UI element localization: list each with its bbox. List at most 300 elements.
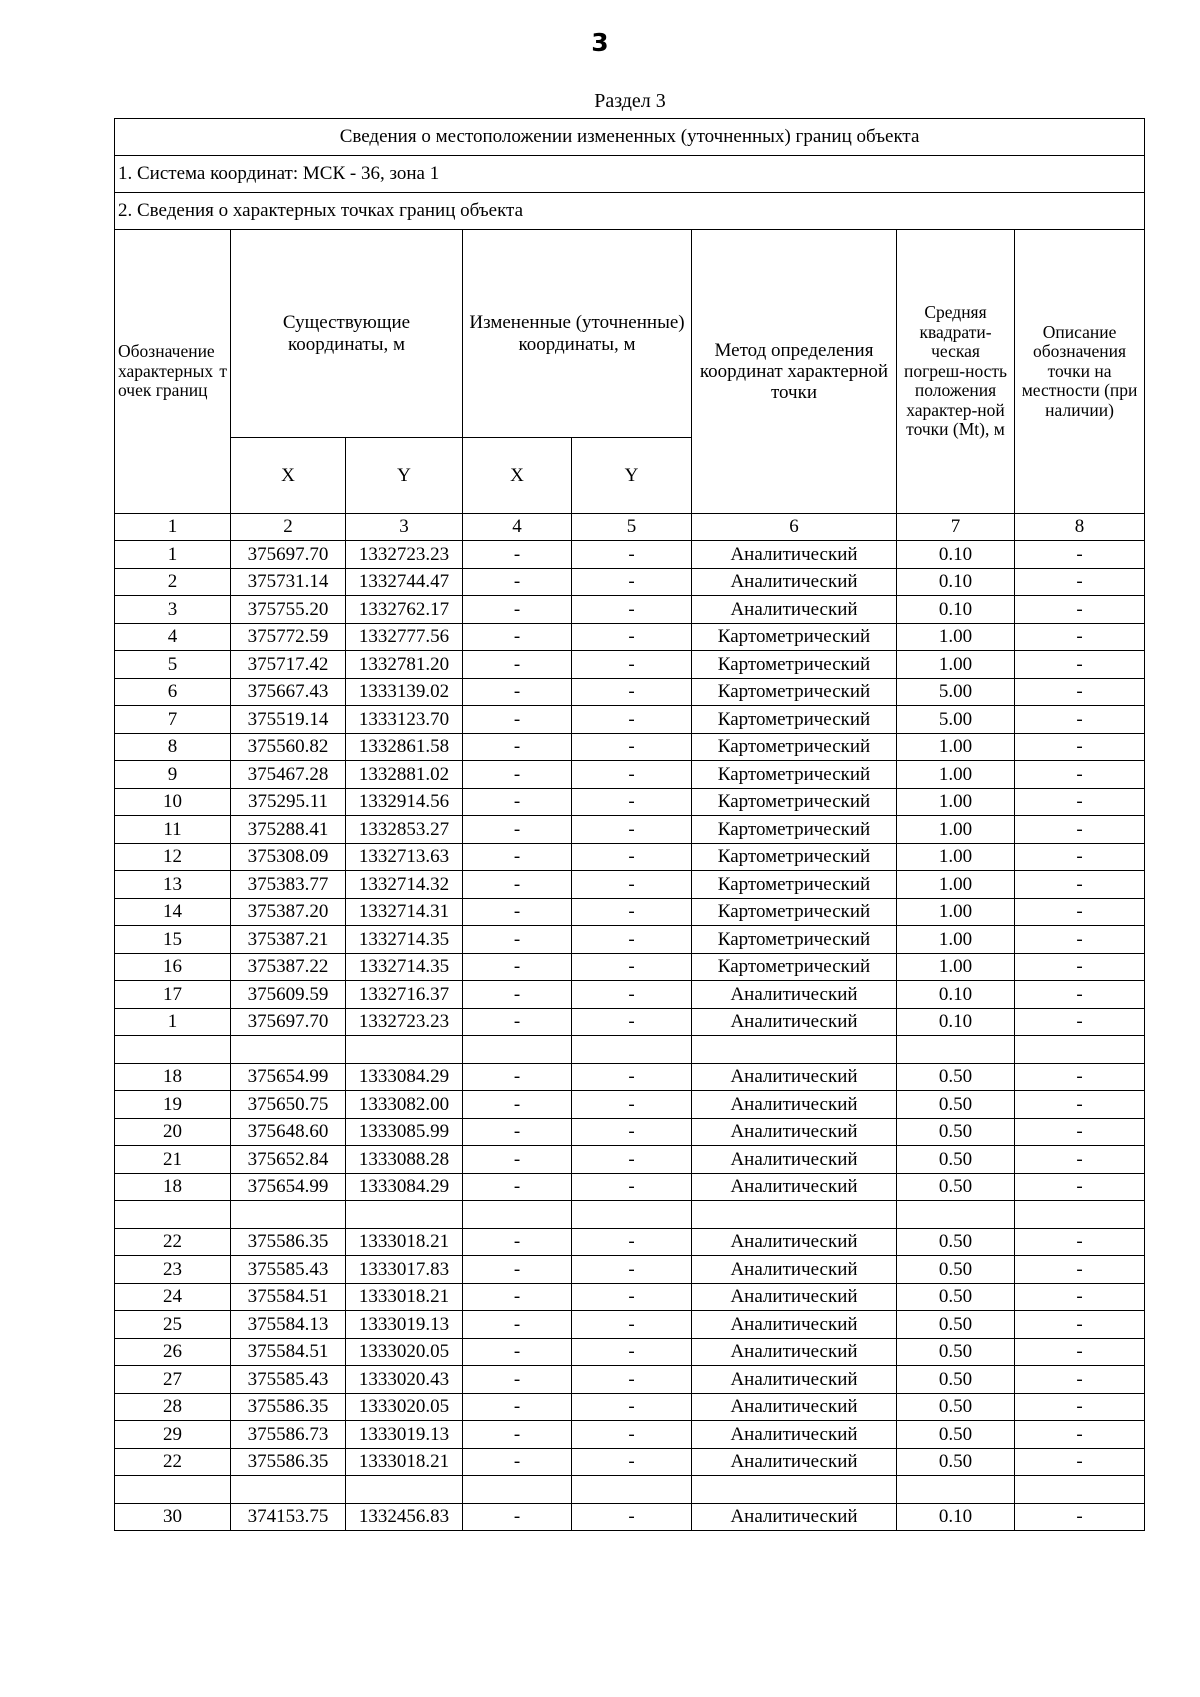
changed-x: - — [463, 1366, 572, 1394]
point-number: 14 — [115, 898, 231, 926]
column-number: 5 — [572, 514, 692, 541]
point-description: - — [1015, 761, 1145, 789]
changed-x: - — [463, 788, 572, 816]
point-description: - — [1015, 1173, 1145, 1201]
mean-error: 1.00 — [897, 623, 1015, 651]
table-row — [115, 1283, 1145, 1311]
point-description: - — [1015, 816, 1145, 844]
existing-y: 1333018.21 — [346, 1448, 463, 1476]
existing-y: 1333020.43 — [346, 1366, 463, 1394]
changed-x: - — [463, 816, 572, 844]
table-row — [115, 1091, 1145, 1119]
column-number: 3 — [346, 514, 463, 541]
existing-y: 1333123.70 — [346, 706, 463, 734]
existing-x: 375387.21 — [231, 926, 346, 954]
method: Картометрический — [692, 843, 897, 871]
point-description: - — [1015, 568, 1145, 596]
existing-y: 1332777.56 — [346, 623, 463, 651]
point-number: 10 — [115, 788, 231, 816]
changed-x: - — [463, 1256, 572, 1284]
existing-x: 375772.59 — [231, 623, 346, 651]
blank-cell — [463, 1201, 572, 1229]
existing-y: 1332861.58 — [346, 733, 463, 761]
point-number: 19 — [115, 1091, 231, 1119]
mean-error: 1.00 — [897, 871, 1015, 899]
blank-cell — [897, 1476, 1015, 1504]
coordinate-system: 1. Система координат: МСК - 36, зона 1 — [115, 156, 1145, 193]
mean-error: 0.50 — [897, 1393, 1015, 1421]
blank-cell — [115, 1476, 231, 1504]
point-description: - — [1015, 1448, 1145, 1476]
changed-y: - — [572, 953, 692, 981]
mean-error: 0.50 — [897, 1118, 1015, 1146]
blank-cell — [346, 1036, 463, 1064]
header-existing-y: Y — [346, 438, 463, 514]
header-error: Средняя квадрати-ческая погреш-ность положения характер-ной точки (Mt), м — [897, 230, 1015, 514]
point-number: 17 — [115, 981, 231, 1009]
point-number: 7 — [115, 706, 231, 734]
method: Аналитический — [692, 1503, 897, 1531]
table-row — [115, 788, 1145, 816]
changed-y: - — [572, 1228, 692, 1256]
point-description: - — [1015, 1283, 1145, 1311]
changed-x: - — [463, 1091, 572, 1119]
changed-y: - — [572, 1283, 692, 1311]
mean-error: 1.00 — [897, 953, 1015, 981]
method: Аналитический — [692, 1311, 897, 1339]
point-description: - — [1015, 1091, 1145, 1119]
point-number: 12 — [115, 843, 231, 871]
changed-y: - — [572, 1338, 692, 1366]
changed-x: - — [463, 843, 572, 871]
existing-y: 1332881.02 — [346, 761, 463, 789]
changed-y: - — [572, 1063, 692, 1091]
point-description: - — [1015, 623, 1145, 651]
changed-y: - — [572, 568, 692, 596]
mean-error: 0.50 — [897, 1091, 1015, 1119]
point-number: 9 — [115, 761, 231, 789]
method: Аналитический — [692, 1338, 897, 1366]
point-number: 21 — [115, 1146, 231, 1174]
blank-cell — [463, 1476, 572, 1504]
column-number: 2 — [231, 514, 346, 541]
existing-x: 375697.70 — [231, 541, 346, 569]
point-number: 25 — [115, 1311, 231, 1339]
table-row — [115, 981, 1145, 1009]
header-changed-y: Y — [572, 438, 692, 514]
method: Картометрический — [692, 651, 897, 679]
changed-y: - — [572, 788, 692, 816]
changed-y: - — [572, 1311, 692, 1339]
existing-x: 375650.75 — [231, 1091, 346, 1119]
mean-error: 0.50 — [897, 1063, 1015, 1091]
changed-y: - — [572, 898, 692, 926]
point-number: 29 — [115, 1421, 231, 1449]
changed-y: - — [572, 541, 692, 569]
changed-x: - — [463, 541, 572, 569]
method: Картометрический — [692, 926, 897, 954]
table-row — [115, 1366, 1145, 1394]
point-number: 2 — [115, 568, 231, 596]
existing-y: 1332713.63 — [346, 843, 463, 871]
changed-x: - — [463, 761, 572, 789]
blank-cell — [572, 1201, 692, 1229]
point-number: 23 — [115, 1256, 231, 1284]
changed-y: - — [572, 623, 692, 651]
method: Аналитический — [692, 1173, 897, 1201]
table-row — [115, 898, 1145, 926]
mean-error: 0.50 — [897, 1146, 1015, 1174]
point-description: - — [1015, 1256, 1145, 1284]
existing-x: 375755.20 — [231, 596, 346, 624]
existing-x: 375387.22 — [231, 953, 346, 981]
existing-y: 1333084.29 — [346, 1173, 463, 1201]
blank-cell — [897, 1201, 1015, 1229]
existing-y: 1333018.21 — [346, 1283, 463, 1311]
changed-y: - — [572, 816, 692, 844]
table-row — [115, 596, 1145, 624]
method: Аналитический — [692, 1063, 897, 1091]
point-number: 11 — [115, 816, 231, 844]
header-changed-x: X — [463, 438, 572, 514]
point-description: - — [1015, 1393, 1145, 1421]
existing-y: 1333084.29 — [346, 1063, 463, 1091]
existing-y: 1333139.02 — [346, 678, 463, 706]
changed-y: - — [572, 1448, 692, 1476]
existing-x: 375654.99 — [231, 1173, 346, 1201]
changed-y: - — [572, 1146, 692, 1174]
blank-cell — [463, 1036, 572, 1064]
blank-separator-row — [115, 1036, 1145, 1064]
point-description: - — [1015, 706, 1145, 734]
changed-x: - — [463, 1118, 572, 1146]
point-description: - — [1015, 871, 1145, 899]
method: Аналитический — [692, 596, 897, 624]
existing-x: 375288.41 — [231, 816, 346, 844]
point-number: 4 — [115, 623, 231, 651]
column-number-row — [115, 514, 1145, 541]
column-number: 4 — [463, 514, 572, 541]
changed-y: - — [572, 1366, 692, 1394]
mean-error: 0.50 — [897, 1311, 1015, 1339]
changed-y: - — [572, 926, 692, 954]
method: Аналитический — [692, 1008, 897, 1036]
existing-x: 375467.28 — [231, 761, 346, 789]
mean-error: 1.00 — [897, 788, 1015, 816]
mean-error: 0.10 — [897, 596, 1015, 624]
column-number: 6 — [692, 514, 897, 541]
blank-cell — [346, 1201, 463, 1229]
method: Аналитический — [692, 541, 897, 569]
method: Картометрический — [692, 761, 897, 789]
header-method: Метод определения координат характерной точки — [692, 230, 897, 514]
mean-error: 1.00 — [897, 733, 1015, 761]
point-description: - — [1015, 1008, 1145, 1036]
point-number: 26 — [115, 1338, 231, 1366]
point-number: 3 — [115, 596, 231, 624]
existing-x: 375585.43 — [231, 1256, 346, 1284]
changed-x: - — [463, 1228, 572, 1256]
point-number: 30 — [115, 1503, 231, 1531]
table-row — [115, 816, 1145, 844]
changed-y: - — [572, 761, 692, 789]
point-description: - — [1015, 541, 1145, 569]
table-row — [115, 843, 1145, 871]
changed-y: - — [572, 1503, 692, 1531]
changed-x: - — [463, 1008, 572, 1036]
changed-y: - — [572, 596, 692, 624]
blank-cell — [115, 1036, 231, 1064]
existing-y: 1332723.23 — [346, 1008, 463, 1036]
existing-y: 1332914.56 — [346, 788, 463, 816]
changed-x: - — [463, 1503, 572, 1531]
existing-y: 1333019.13 — [346, 1311, 463, 1339]
existing-y: 1333085.99 — [346, 1118, 463, 1146]
changed-y: - — [572, 1173, 692, 1201]
table-row — [115, 871, 1145, 899]
mean-error: 0.10 — [897, 1008, 1015, 1036]
existing-y: 1333019.13 — [346, 1421, 463, 1449]
method: Картометрический — [692, 871, 897, 899]
existing-x: 375586.35 — [231, 1228, 346, 1256]
changed-y: - — [572, 678, 692, 706]
changed-y: - — [572, 843, 692, 871]
point-number: 22 — [115, 1228, 231, 1256]
changed-y: - — [572, 1008, 692, 1036]
method: Картометрический — [692, 733, 897, 761]
blank-cell — [572, 1036, 692, 1064]
existing-x: 375308.09 — [231, 843, 346, 871]
point-description: - — [1015, 1421, 1145, 1449]
table-row — [115, 1063, 1145, 1091]
point-number: 6 — [115, 678, 231, 706]
method: Картометрический — [692, 678, 897, 706]
blank-cell — [1015, 1476, 1145, 1504]
blank-cell — [897, 1036, 1015, 1064]
table-row — [115, 541, 1145, 569]
point-description: - — [1015, 596, 1145, 624]
method: Картометрический — [692, 623, 897, 651]
point-number: 1 — [115, 1008, 231, 1036]
mean-error: 5.00 — [897, 678, 1015, 706]
changed-x: - — [463, 1448, 572, 1476]
table-row — [115, 1393, 1145, 1421]
table-row — [115, 1448, 1145, 1476]
changed-x: - — [463, 898, 572, 926]
existing-x: 375667.43 — [231, 678, 346, 706]
table-row — [115, 1118, 1145, 1146]
table-row — [115, 1173, 1145, 1201]
existing-y: 1332853.27 — [346, 816, 463, 844]
existing-x: 374153.75 — [231, 1503, 346, 1531]
blank-cell — [692, 1036, 897, 1064]
header-existing-x: X — [231, 438, 346, 514]
method: Аналитический — [692, 1421, 897, 1449]
method: Аналитический — [692, 1393, 897, 1421]
method: Картометрический — [692, 816, 897, 844]
mean-error: 0.50 — [897, 1173, 1015, 1201]
method: Аналитический — [692, 568, 897, 596]
existing-x: 375584.51 — [231, 1283, 346, 1311]
header-existing-coords: Существующие координаты, м — [231, 230, 463, 438]
point-description: - — [1015, 678, 1145, 706]
header-description: Описание обозначения точки на местности (при наличии) — [1015, 230, 1145, 514]
points-heading: 2. Сведения о характерных точках границ объекта — [115, 193, 1145, 230]
column-number: 7 — [897, 514, 1015, 541]
existing-x: 375387.20 — [231, 898, 346, 926]
point-number: 15 — [115, 926, 231, 954]
page-number: 3 — [591, 28, 609, 57]
point-description: - — [1015, 843, 1145, 871]
section-label: Раздел 3 — [594, 90, 666, 112]
point-number: 16 — [115, 953, 231, 981]
table-row — [115, 953, 1145, 981]
table-row — [115, 1338, 1145, 1366]
existing-y: 1333020.05 — [346, 1338, 463, 1366]
point-number: 18 — [115, 1173, 231, 1201]
existing-x: 375586.73 — [231, 1421, 346, 1449]
existing-x: 375717.42 — [231, 651, 346, 679]
method: Аналитический — [692, 1228, 897, 1256]
table-row — [115, 1228, 1145, 1256]
table-row — [115, 926, 1145, 954]
table-row — [115, 1008, 1145, 1036]
changed-x: - — [463, 953, 572, 981]
point-description: - — [1015, 1311, 1145, 1339]
changed-y: - — [572, 706, 692, 734]
mean-error: 0.50 — [897, 1421, 1015, 1449]
changed-x: - — [463, 1173, 572, 1201]
point-description: - — [1015, 1366, 1145, 1394]
blank-cell — [1015, 1036, 1145, 1064]
boundary-points-table — [114, 118, 1145, 1531]
changed-x: - — [463, 1063, 572, 1091]
mean-error: 1.00 — [897, 843, 1015, 871]
existing-x: 375586.35 — [231, 1393, 346, 1421]
table-row — [115, 733, 1145, 761]
point-number: 5 — [115, 651, 231, 679]
method: Аналитический — [692, 1283, 897, 1311]
existing-y: 1332714.31 — [346, 898, 463, 926]
mean-error: 0.50 — [897, 1228, 1015, 1256]
point-number: 20 — [115, 1118, 231, 1146]
method: Картометрический — [692, 898, 897, 926]
changed-y: - — [572, 651, 692, 679]
method: Аналитический — [692, 1146, 897, 1174]
existing-y: 1332456.83 — [346, 1503, 463, 1531]
point-description: - — [1015, 1063, 1145, 1091]
point-number: 13 — [115, 871, 231, 899]
changed-x: - — [463, 596, 572, 624]
changed-y: - — [572, 1118, 692, 1146]
mean-error: 1.00 — [897, 816, 1015, 844]
table-row — [115, 1146, 1145, 1174]
mean-error: 1.00 — [897, 651, 1015, 679]
changed-x: - — [463, 623, 572, 651]
changed-x: - — [463, 1311, 572, 1339]
method: Картометрический — [692, 953, 897, 981]
point-number: 8 — [115, 733, 231, 761]
blank-cell — [692, 1476, 897, 1504]
mean-error: 1.00 — [897, 761, 1015, 789]
method: Картометрический — [692, 788, 897, 816]
existing-x: 375648.60 — [231, 1118, 346, 1146]
blank-cell — [572, 1476, 692, 1504]
changed-x: - — [463, 1283, 572, 1311]
existing-y: 1332762.17 — [346, 596, 463, 624]
header-designation: Обозначение характерных точек границ — [115, 230, 231, 514]
blank-cell — [231, 1201, 346, 1229]
changed-x: - — [463, 733, 572, 761]
changed-y: - — [572, 1421, 692, 1449]
point-number: 24 — [115, 1283, 231, 1311]
existing-x: 375383.77 — [231, 871, 346, 899]
mean-error: 1.00 — [897, 926, 1015, 954]
blank-cell — [231, 1036, 346, 1064]
existing-y: 1332723.23 — [346, 541, 463, 569]
column-number: 8 — [1015, 514, 1145, 541]
point-number: 1 — [115, 541, 231, 569]
table-row — [115, 1503, 1145, 1531]
changed-y: - — [572, 1091, 692, 1119]
existing-y: 1333020.05 — [346, 1393, 463, 1421]
method: Аналитический — [692, 981, 897, 1009]
changed-y: - — [572, 981, 692, 1009]
changed-x: - — [463, 678, 572, 706]
mean-error: 0.50 — [897, 1256, 1015, 1284]
existing-y: 1333018.21 — [346, 1228, 463, 1256]
changed-y: - — [572, 733, 692, 761]
point-number: 28 — [115, 1393, 231, 1421]
existing-y: 1332714.32 — [346, 871, 463, 899]
mean-error: 0.10 — [897, 1503, 1015, 1531]
table-row — [115, 651, 1145, 679]
changed-x: - — [463, 981, 572, 1009]
point-description: - — [1015, 733, 1145, 761]
existing-x: 375586.35 — [231, 1448, 346, 1476]
existing-y: 1332714.35 — [346, 926, 463, 954]
changed-y: - — [572, 1256, 692, 1284]
existing-x: 375585.43 — [231, 1366, 346, 1394]
existing-x: 375654.99 — [231, 1063, 346, 1091]
mean-error: 1.00 — [897, 898, 1015, 926]
method: Картометрический — [692, 706, 897, 734]
method: Аналитический — [692, 1366, 897, 1394]
column-number: 1 — [115, 514, 231, 541]
changed-x: - — [463, 1393, 572, 1421]
blank-separator-row — [115, 1201, 1145, 1229]
existing-x: 375560.82 — [231, 733, 346, 761]
table-row — [115, 706, 1145, 734]
point-description: - — [1015, 1146, 1145, 1174]
existing-x: 375519.14 — [231, 706, 346, 734]
point-description: - — [1015, 926, 1145, 954]
point-description: - — [1015, 1118, 1145, 1146]
point-number: 22 — [115, 1448, 231, 1476]
existing-y: 1333088.28 — [346, 1146, 463, 1174]
changed-x: - — [463, 568, 572, 596]
point-description: - — [1015, 953, 1145, 981]
point-description: - — [1015, 788, 1145, 816]
changed-x: - — [463, 926, 572, 954]
point-number: 27 — [115, 1366, 231, 1394]
blank-separator-row — [115, 1476, 1145, 1504]
existing-x: 375295.11 — [231, 788, 346, 816]
table-title: Сведения о местоположении измененных (уточненных) границ объекта — [115, 119, 1145, 156]
blank-cell — [1015, 1201, 1145, 1229]
existing-x: 375652.84 — [231, 1146, 346, 1174]
mean-error: 0.10 — [897, 981, 1015, 1009]
